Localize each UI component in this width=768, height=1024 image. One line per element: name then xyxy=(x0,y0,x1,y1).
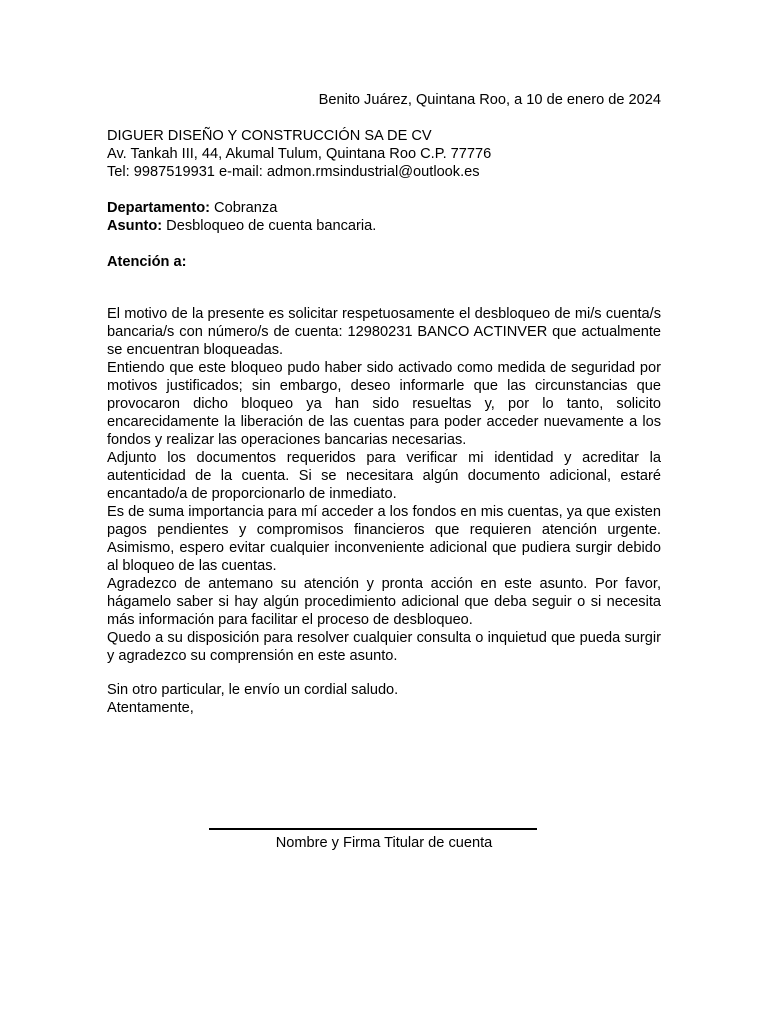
subject-label: Asunto: xyxy=(107,218,163,234)
signature-label: Nombre y Firma Titular de cuenta xyxy=(275,835,493,851)
company-name: DIGUER DISEÑO Y CONSTRUCCIÓN SA DE CV xyxy=(107,128,432,144)
body-paragraph: El motivo de la presente es solicitar respetuosamente el desbloqueo de mi/s cuenta/s bancaria/s con número/s de cuenta: 12980231 BANCO ACTINVER que actualmente se encuentran bloqueadas. xyxy=(107,306,661,358)
department-value: Cobranza xyxy=(209,200,278,216)
date-line: Benito Juárez, Quintana Roo, a 10 de enero de 2024 xyxy=(318,92,661,108)
body-paragraph: Quedo a su disposición para resolver cualquier consulta o inquietud que pueda surgir y agradezco su comprensión en este asunto. xyxy=(107,630,661,664)
subject-line xyxy=(107,217,667,235)
meta-block xyxy=(107,199,667,235)
company-address: Av. Tankah III, 44, Akumal Tulum, Quintana Roo C.P. 77776 xyxy=(107,146,492,162)
body-paragraph: Es de suma importancia para mí acceder a los fondos en mis cuentas, ya que existen pagos pendientes y compromisos financieros que requieren atención urgente. Asimismo, espero evitar cualquier inconveniente adicional que pudiera surgir debido al bloqueo de las cuentas. xyxy=(107,504,661,574)
sign-off: Atentamente, xyxy=(107,700,194,716)
subject-value: Desbloqueo de cuenta bancaria. xyxy=(162,218,377,234)
letter-body xyxy=(107,305,661,665)
body-paragraph: Agradezco de antemano su atención y pronta acción en este asunto. Por favor, hágamelo saber si hay algún procedimiento adicional que deba seguir o si necesita más información para facilitar el proceso de desbloqueo. xyxy=(107,576,661,628)
closing-block xyxy=(107,681,661,717)
company-block xyxy=(107,127,667,181)
department-line xyxy=(107,199,667,217)
body-paragraph: Entiendo que este bloqueo pudo haber sido activado como medida de seguridad por motivos justificados; sin embargo, deseo informarle que las circunstancias que provocaron dicho bloqueo ya han sido resueltas y, por lo tanto, solicito encarecidamente la liberación de las cuentas para poder acceder nuevamente a los fondos y realizar las operaciones bancarias necesarias. xyxy=(107,360,661,448)
department-label: Departamento: xyxy=(107,200,210,216)
body-paragraph: Adjunto los documentos requeridos para verificar mi identidad y acreditar la autenticidad de la cuenta. Si se necesitara algún documento adicional, estaré encantado/a de proporcionarlo de inmediato. xyxy=(107,450,661,502)
closing-line: Sin otro particular, le envío un cordial saludo. xyxy=(107,682,399,698)
attention-line: Atención a: xyxy=(107,254,187,270)
signature-line xyxy=(209,828,537,830)
company-contact: Tel: 9987519931 e-mail: admon.rmsindustrial@outlook.es xyxy=(107,164,480,180)
